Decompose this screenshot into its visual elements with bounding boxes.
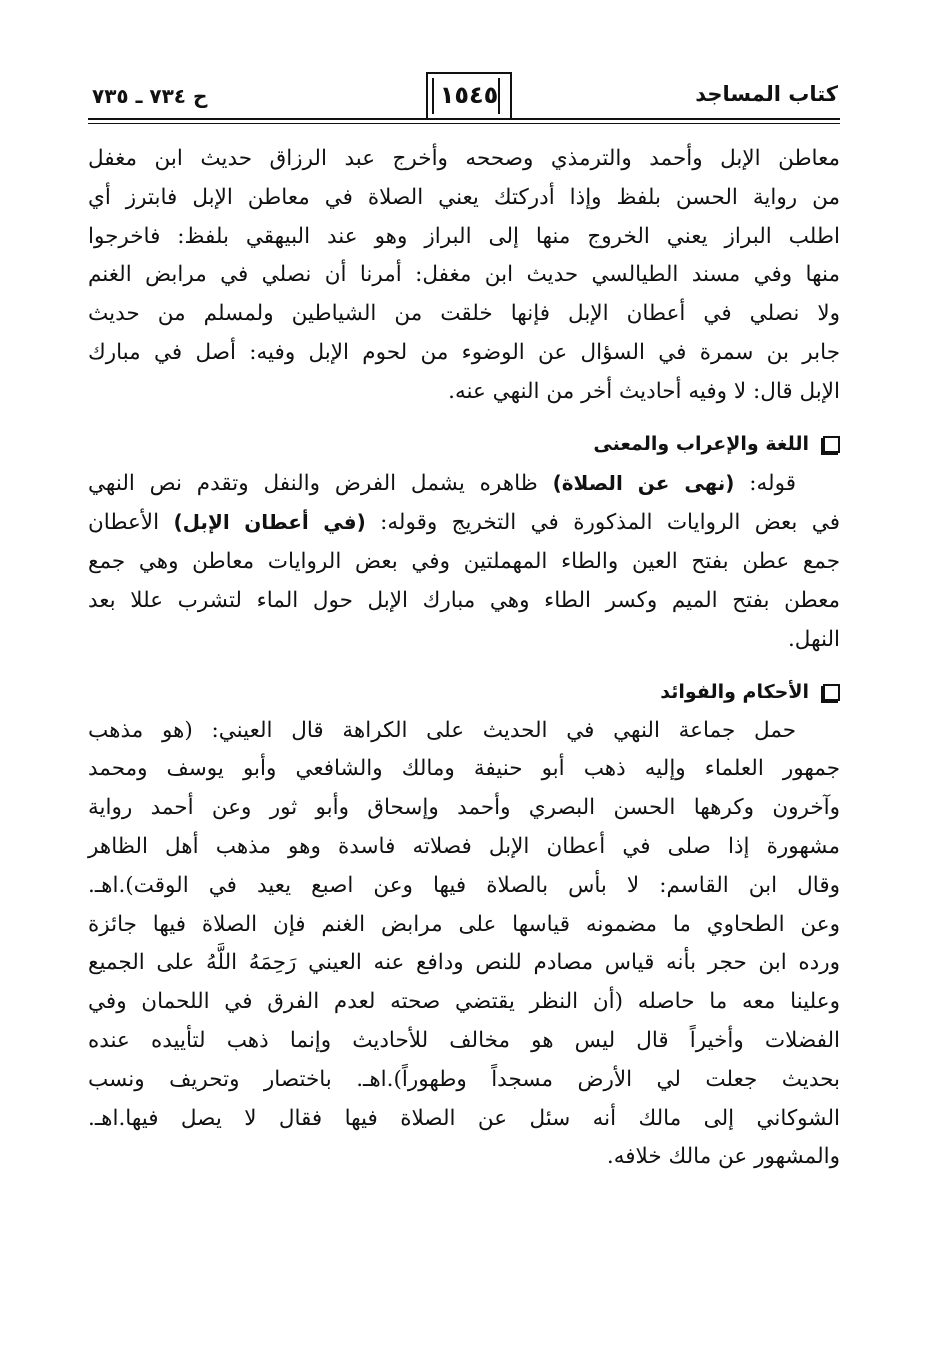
text-line: معاطن الإبل وأحمد والترمذي وصححه وأخرج عبد الرزاق حديث ابن مغفل (88, 146, 840, 171)
text-line: منها وفي مسند الطيالسي حديث ابن مغفل: أمرنا أن نصلي في مرابض الغنم (88, 262, 840, 288)
text-line: حمل جماعة النهي في الحديث على الكراهة قال العيني: (هو مذهب (88, 717, 796, 743)
text-line: بحديث جعلت لي الأرض مسجداً وطهوراً).اهـ. باختصار وتحريف ونسب (88, 1066, 840, 1092)
text-line: الشوكاني إلى مالك أنه سئل عن الصلاة فيها فقال لا يصل فيها.اهـ. (88, 1105, 840, 1131)
section-heading-rulings (88, 674, 840, 712)
checkbox-square-icon (823, 684, 840, 701)
text-line: النهل. (787, 626, 840, 652)
text-line: وآخرون وكرهها الحسن البصري وأحمد وإسحاق وأبو ثور وعن أحمد رواية (88, 795, 840, 821)
text-line (88, 464, 840, 504)
text-line: مشهورة إذا صلى في أعطان الإبل فصلاته فاسدة وهو مذهب أهل الظاهر (88, 833, 840, 859)
page-header (88, 72, 840, 122)
text-run: قوله: (734, 470, 796, 496)
text-line: جابر بن سمرة في السؤال عن الوضوء من لحوم الإبل وفيه: أصل في مبارك (88, 339, 840, 365)
section-heading-label: الأحكام والفوائد (660, 681, 809, 704)
hadith-range: ح ٧٣٤ ـ ٧٣٥ (92, 84, 208, 108)
rulings-paragraph (88, 712, 840, 1178)
text-line: ولا نصلي في أعطان الإبل فإنها خلقت من الشياطين ولمسلم من حديث (88, 301, 840, 327)
text-line: اطلب البراز يعني الخروج منها إلى البراز وهو عند البيهقي بلفظ: فاخرجوا (88, 223, 840, 249)
section-heading-language (88, 426, 840, 464)
quoted-phrase: (في أعطان الإبل) (173, 510, 366, 535)
text-line (88, 503, 840, 543)
text-line: معطن بفتح الميم وكسر الطاء وهي مبارك الإبل حول الماء لتشرب عللا بعد (88, 587, 840, 613)
takhrij-paragraph (88, 140, 840, 412)
text-line: والمشهور عن مالك خلافه. (606, 1144, 840, 1170)
text-line: جمع عطن بفتح العين والطاء المهملتين وفي بعض الروايات معاطن وهي جمع (88, 549, 840, 575)
text-run: ظاهره يشمل الفرض والنفل وتقدم نص النهي (88, 470, 553, 496)
section-heading-label: اللغة والإعراب والمعنى (593, 433, 809, 456)
text-line: الفضلات وأخيراً قال ليس هو مخالف للأحاديث وإنما ذهب لتأييده عنده (88, 1027, 840, 1053)
book-title: كتاب المساجد (695, 82, 838, 106)
text-line: وعلينا معه ما حاصله (أن النظر يقتضي صحته لعدم الفرق في اللحمان وفي (88, 989, 840, 1015)
text-run: في بعض الروايات المذكورة في التخريج وقوله: (365, 510, 840, 536)
text-line: من رواية الحسن بلفظ وإذا أدركتك يعني الصلاة في معاطن الإبل فابترز أي (88, 184, 840, 210)
page-body (88, 140, 840, 1177)
text-line: وقال ابن القاسم: لا بأس بالصلاة فيها وعن اصبع يعيد في الوقت).اهـ. (88, 872, 840, 898)
quoted-phrase: (نهى عن الصلاة) (552, 470, 735, 495)
checkbox-square-icon (823, 436, 840, 453)
text-line: ورده ابن حجر بأنه قياس مصادم للنص ودافع عنه العيني رَحِمَهُ اللَّهُ على الجميع (88, 950, 840, 976)
text-line: جمهور العلماء وإليه ذهب أبو حنيفة ومالك والشافعي وأبو يوسف ومحمد (88, 756, 840, 782)
language-paragraph (88, 464, 840, 660)
header-rule-thick (88, 118, 840, 120)
header-rule-thin (88, 123, 840, 124)
text-run: الأعطان (88, 510, 174, 536)
text-line: الإبل قال: لا وفيه أحاديث أخر من النهي عنه. (448, 378, 840, 404)
text-line: وعن الطحاوي ما مضمونه قياسها على مرابض الغنم فإن الصلاة فيها جائزة (88, 911, 840, 937)
page-number: ١٥٤٥ (426, 72, 512, 118)
